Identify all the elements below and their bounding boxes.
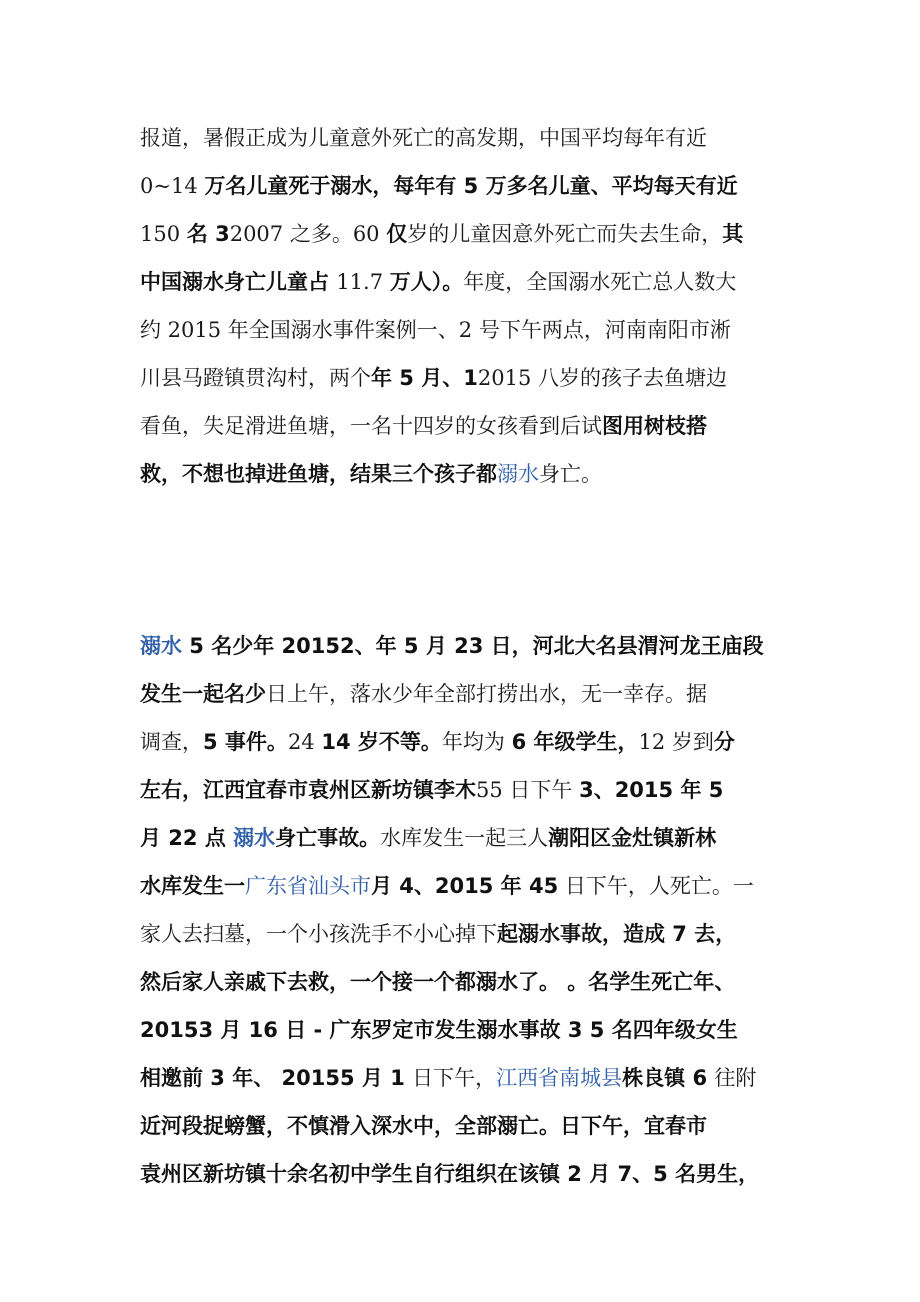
p1-line-3 bbox=[140, 220, 743, 248]
inline-link[interactable]: 江西省南城县 bbox=[496, 1066, 623, 1090]
p2-line-1 bbox=[140, 632, 764, 660]
text-run: 水库发生一起三人 bbox=[380, 826, 549, 850]
p2-line-2 bbox=[140, 680, 707, 708]
text-run: 日下午，人死亡。一 bbox=[558, 874, 754, 898]
text-run: 袁州区新坊镇十余名初中学生自行组织在该镇 2 月 7、5 名男生， bbox=[140, 1162, 760, 1186]
text-run: 救，不想也掉进鱼塘，结果三个孩子都 bbox=[140, 462, 497, 486]
inline-link[interactable]: 溺水 bbox=[140, 634, 182, 658]
text-run: 年 5 月、1 bbox=[371, 366, 478, 390]
text-run: 150 bbox=[140, 222, 187, 246]
text-run: 5 名少年 20152、年 5 月 23 日，河北大名县渭河龙王庙段 bbox=[182, 634, 764, 658]
text-run: 2015 八岁的孩子去鱼塘边 bbox=[477, 366, 727, 390]
text-run: 日上午，落水少年全部打捞出水，无一幸存。据 bbox=[266, 682, 707, 706]
text-run: 12 岁到 bbox=[638, 730, 714, 754]
text-run: 2007 之多。60 bbox=[229, 222, 387, 246]
text-run: 报道，暑假正成为儿童意外死亡的高发期，中国平均每年有近 bbox=[140, 126, 707, 150]
text-run: 5 事件。 bbox=[203, 730, 288, 754]
p2-line-12 bbox=[140, 1160, 759, 1188]
inline-link[interactable]: 溺水 bbox=[497, 462, 539, 486]
text-run: 万名儿童死于溺水，每年有 5 万多名儿童、平均每天有近 bbox=[204, 174, 738, 198]
text-run: 0~14 bbox=[140, 174, 205, 198]
p2-line-10 bbox=[140, 1064, 756, 1092]
p1-line-8 bbox=[140, 460, 602, 488]
text-run: 约 2015 年全国溺水事件案例一、2 号下午两点，河南南阳市淅 bbox=[140, 318, 731, 342]
text-run: 中国溺水身亡儿童占 bbox=[140, 270, 337, 294]
text-run: 6 年级学生， bbox=[511, 730, 639, 754]
p1-line-5 bbox=[140, 316, 731, 344]
text-run: 近河段捉螃蟹，不慎滑入深水中，全部溺亡。日下午，宜春市 bbox=[140, 1114, 707, 1138]
p1-line-2 bbox=[140, 172, 738, 200]
text-run: 株良镇 6 bbox=[622, 1066, 715, 1090]
text-run: 岁的儿童因意外死亡而失去生命， bbox=[407, 222, 723, 246]
p1-line-7 bbox=[140, 412, 707, 440]
p1-line-6 bbox=[140, 364, 727, 392]
text-run: 年均为 bbox=[441, 730, 512, 754]
text-run: 3、2015 年 5 bbox=[579, 778, 724, 802]
p2-line-3 bbox=[140, 728, 735, 756]
text-run: 川县马蹬镇贯沟村，两个 bbox=[140, 366, 371, 390]
text-run: 20153 月 16 日 - 广东罗定市发生溺水事故 3 5 名四年级女生 bbox=[140, 1018, 738, 1042]
text-run: 看鱼，失足滑进鱼塘，一名十四岁的女孩看到后试 bbox=[140, 414, 602, 438]
inline-link[interactable]: 溺水 bbox=[233, 826, 276, 850]
p2-line-6 bbox=[140, 872, 754, 900]
text-run: 家人去扫墓，一个小孩洗手不小心掉下 bbox=[140, 922, 497, 946]
text-run: 往附 bbox=[714, 1066, 757, 1090]
text-run: 左右，江西宜春市袁州区新坊镇李木 bbox=[140, 778, 476, 802]
p2-line-4 bbox=[140, 776, 723, 804]
text-run: 分 bbox=[713, 730, 735, 754]
inline-link[interactable]: 广东省汕头市 bbox=[245, 874, 371, 898]
text-run: 身亡。 bbox=[539, 462, 602, 486]
text-run: 其 bbox=[722, 222, 744, 246]
text-run: 身亡事故。 bbox=[275, 826, 381, 850]
text-run: 55 日下午 bbox=[476, 778, 580, 802]
p1-line-1 bbox=[140, 124, 707, 152]
text-run: 图用树枝搭 bbox=[602, 414, 707, 438]
text-run: 24 bbox=[287, 730, 322, 754]
text-run: 日下午， bbox=[412, 1066, 497, 1090]
text-run: 相邀前 3 年、 20155 月 1 bbox=[140, 1066, 413, 1090]
p2-line-7 bbox=[140, 920, 736, 948]
text-run: 14 岁不等。 bbox=[321, 730, 442, 754]
text-run: 名 3 bbox=[186, 222, 230, 246]
text-run: 仅 bbox=[386, 222, 408, 246]
p2-line-9 bbox=[140, 1016, 738, 1044]
text-run: 去， bbox=[694, 922, 737, 946]
text-run: 起溺水事故，造成 7 bbox=[497, 922, 695, 946]
text-run: 年度，全国溺水死亡总人数大 bbox=[463, 270, 737, 294]
p2-line-5 bbox=[140, 824, 716, 852]
text-run: 调查， bbox=[140, 730, 203, 754]
text-run: 11.7 bbox=[336, 270, 390, 294]
text-run: 月 4、2015 年 45 bbox=[371, 874, 559, 898]
p2-line-8 bbox=[140, 968, 735, 996]
text-run: 水库发生一 bbox=[140, 874, 245, 898]
text-run: 然后家人亲戚下去救，一个接一个都溺水了。 。名学生死亡年、 bbox=[140, 970, 736, 994]
text-run: 万人）。 bbox=[389, 270, 464, 294]
text-run: 发生一起名少 bbox=[140, 682, 266, 706]
p1-line-4 bbox=[140, 268, 736, 296]
text-run: 潮阳区金灶镇新林 bbox=[548, 826, 717, 850]
p2-line-11 bbox=[140, 1112, 707, 1140]
text-run: 月 22 点 bbox=[140, 826, 234, 850]
